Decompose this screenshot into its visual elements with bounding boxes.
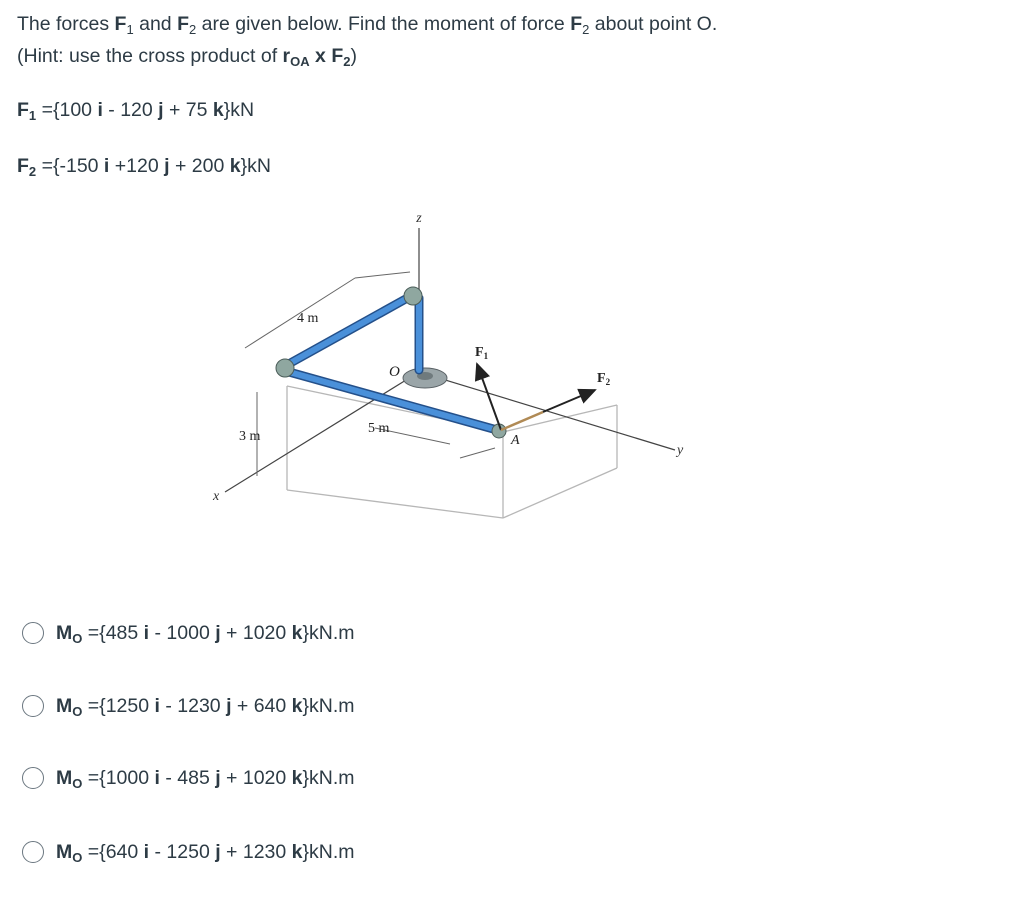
answer-option-4[interactable]: [22, 837, 355, 867]
force-subscript: 2: [189, 22, 197, 37]
force-subscript: 1: [126, 22, 134, 37]
force-unit: }kN: [223, 99, 255, 121]
force-value: - 120: [102, 99, 159, 121]
position-vector-symbol: r: [282, 45, 291, 67]
label-a: A: [511, 433, 520, 448]
unit-vector-i: i: [97, 99, 103, 121]
answer-option-2[interactable]: [22, 691, 355, 721]
label-f1: $F_1$: [475, 345, 489, 361]
unit-vector-k: k: [212, 99, 224, 121]
label-z: z: [416, 211, 422, 226]
radio-button[interactable]: [22, 622, 44, 644]
force-value: ={-150: [36, 155, 104, 177]
pipe-assembly-figure: [205, 200, 705, 530]
label-y: y: [677, 443, 684, 458]
unit-vector-j: j: [158, 99, 164, 121]
answer-text: $M_O =\{640$ i - 1250 j + 1230 k}kN.m: [56, 840, 355, 865]
question-text: The forces: [17, 13, 115, 35]
force-symbol: F: [17, 99, 29, 121]
cross-symbol: x: [309, 45, 332, 67]
force-symbol: F: [331, 45, 344, 67]
label-x: x: [213, 489, 220, 504]
force-unit: }kN: [240, 155, 271, 177]
force-symbol: F: [177, 13, 189, 35]
question-text: and: [133, 13, 178, 35]
answer-option-1[interactable]: [22, 618, 355, 648]
force-f1-arrow: [477, 364, 501, 430]
force-f2-definition: [17, 154, 271, 178]
answer-text: $M_O =\{1000$ i - 485 j + 1020 k}kN.m: [56, 766, 355, 791]
force-f1-definition: [17, 98, 254, 122]
label-o: O: [389, 364, 400, 380]
radio-button[interactable]: [22, 841, 44, 863]
force-subscript: 2: [343, 54, 351, 69]
ground-outline: [287, 386, 617, 518]
force-value: + 75: [163, 99, 213, 121]
elbow-joint-corner: [276, 359, 294, 377]
answer-text: $M_O =\{1250$ i - 1230 j + 640 k}kN.m: [56, 694, 355, 719]
force-subscript: 2: [28, 164, 37, 179]
question-text: about point O.: [589, 13, 718, 35]
elbow-joint-top: [404, 287, 422, 305]
hint-text: (Hint: use the cross product of: [17, 45, 283, 67]
force-subscript: 1: [28, 108, 37, 123]
force-symbol: F: [114, 13, 127, 35]
position-vector-subscript: OA: [290, 54, 310, 69]
unit-vector-i: i: [103, 155, 110, 177]
force-value: ={100: [36, 99, 98, 121]
figure-svg: [205, 200, 705, 530]
answer-option-3[interactable]: [22, 763, 355, 793]
force-symbol: F: [17, 155, 29, 177]
force-value: + 200: [169, 155, 230, 177]
question-text: are given below. Find the moment of force: [196, 13, 571, 35]
force-subscript: 2: [582, 22, 590, 37]
question-hint: [17, 44, 357, 68]
label-4m: 4 m: [297, 311, 319, 326]
hint-text: ): [350, 45, 357, 67]
label-f2: $F_2$: [597, 371, 611, 387]
force-symbol: F: [570, 13, 583, 35]
question-line-1: [17, 12, 717, 36]
force-value: +120: [109, 155, 165, 177]
label-3m: 3 m: [239, 429, 261, 444]
force-f2-arrow: [543, 390, 595, 412]
answer-text: $M_O =\{485$ i - 1000 j + 1020 k}kN.m: [56, 621, 355, 646]
label-5m: 5 m: [368, 421, 390, 436]
radio-button[interactable]: [22, 767, 44, 789]
unit-vector-j: j: [164, 155, 170, 177]
radio-button[interactable]: [22, 695, 44, 717]
unit-vector-k: k: [229, 155, 241, 177]
